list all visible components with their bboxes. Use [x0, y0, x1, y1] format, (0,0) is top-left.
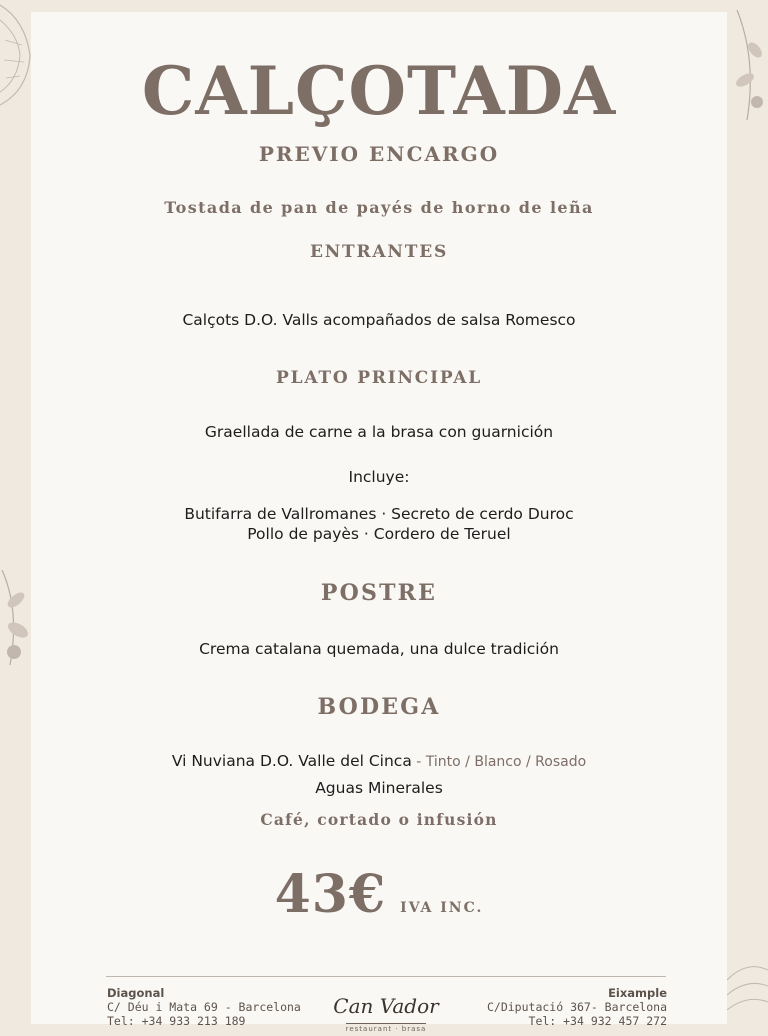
menu-subtitle: PREVIO ENCARGO [258, 142, 500, 166]
principal-includes-label: Incluye: [348, 468, 410, 486]
logo-tagline: restaurant · brasa [345, 1025, 427, 1033]
principal-includes-line-2: Pollo de payès · Cordero de Teruel [247, 525, 511, 543]
bread-line: Tostada de pan de payés de horno de leña [164, 198, 594, 217]
price: 43€ [274, 864, 387, 925]
footer-right-name: Eixample [608, 986, 667, 1000]
bodega-water: Aguas Minerales [315, 779, 443, 797]
footer-right-phone[interactable]: Tel: +34 932 457 272 [528, 1014, 667, 1028]
basket-sketch-icon [727, 960, 768, 1024]
footer-left-name: Diagonal [107, 986, 165, 1000]
price-block [31, 864, 727, 925]
postre-item: Crema catalana quemada, una dulce tradición [199, 640, 559, 658]
footer-location-left [107, 986, 301, 1028]
principal-includes-line-1: Butifarra de Vallromanes · Secreto de cerdo Duroc [184, 505, 574, 523]
footer-left-phone[interactable]: Tel: +34 933 213 189 [107, 1014, 246, 1028]
logo-name: Can Vador [333, 994, 439, 1018]
olive-branch-sketch-icon [727, 10, 768, 130]
footer-location-right [487, 986, 667, 1028]
principal-item-main: Graellada de carne a la brasa con guarnición [204, 423, 554, 441]
price-note: IVA INC. [400, 900, 484, 916]
menu-title: CALÇOTADA [141, 52, 617, 130]
section-heading-postre: POSTRE [320, 580, 438, 606]
footer-divider [106, 976, 666, 977]
footer-left-address: C/ Déu i Mata 69 - Barcelona [107, 1000, 301, 1014]
section-heading-entrantes: ENTRANTES [309, 242, 449, 262]
bodega-wine-line [31, 751, 727, 772]
branch-sketch-icon [0, 570, 32, 670]
footer-right-address: C/Diputació 367- Barcelona [486, 1000, 667, 1014]
menu-card [31, 12, 727, 1033]
entrantes-item: Calçots D.O. Valls acompañados de salsa Romesco [182, 311, 576, 329]
restaurant-logo [331, 994, 441, 1036]
bodega-coffee: Café, cortado o infusión [260, 810, 498, 829]
bodega-wine: Vi Nuviana D.O. Valle del Cinca [171, 752, 412, 770]
bodega-wine-options: - Tinto / Blanco / Rosado [411, 754, 587, 770]
section-heading-bodega: BODEGA [317, 694, 441, 720]
section-heading-principal: PLATO PRINCIPAL [276, 368, 482, 388]
